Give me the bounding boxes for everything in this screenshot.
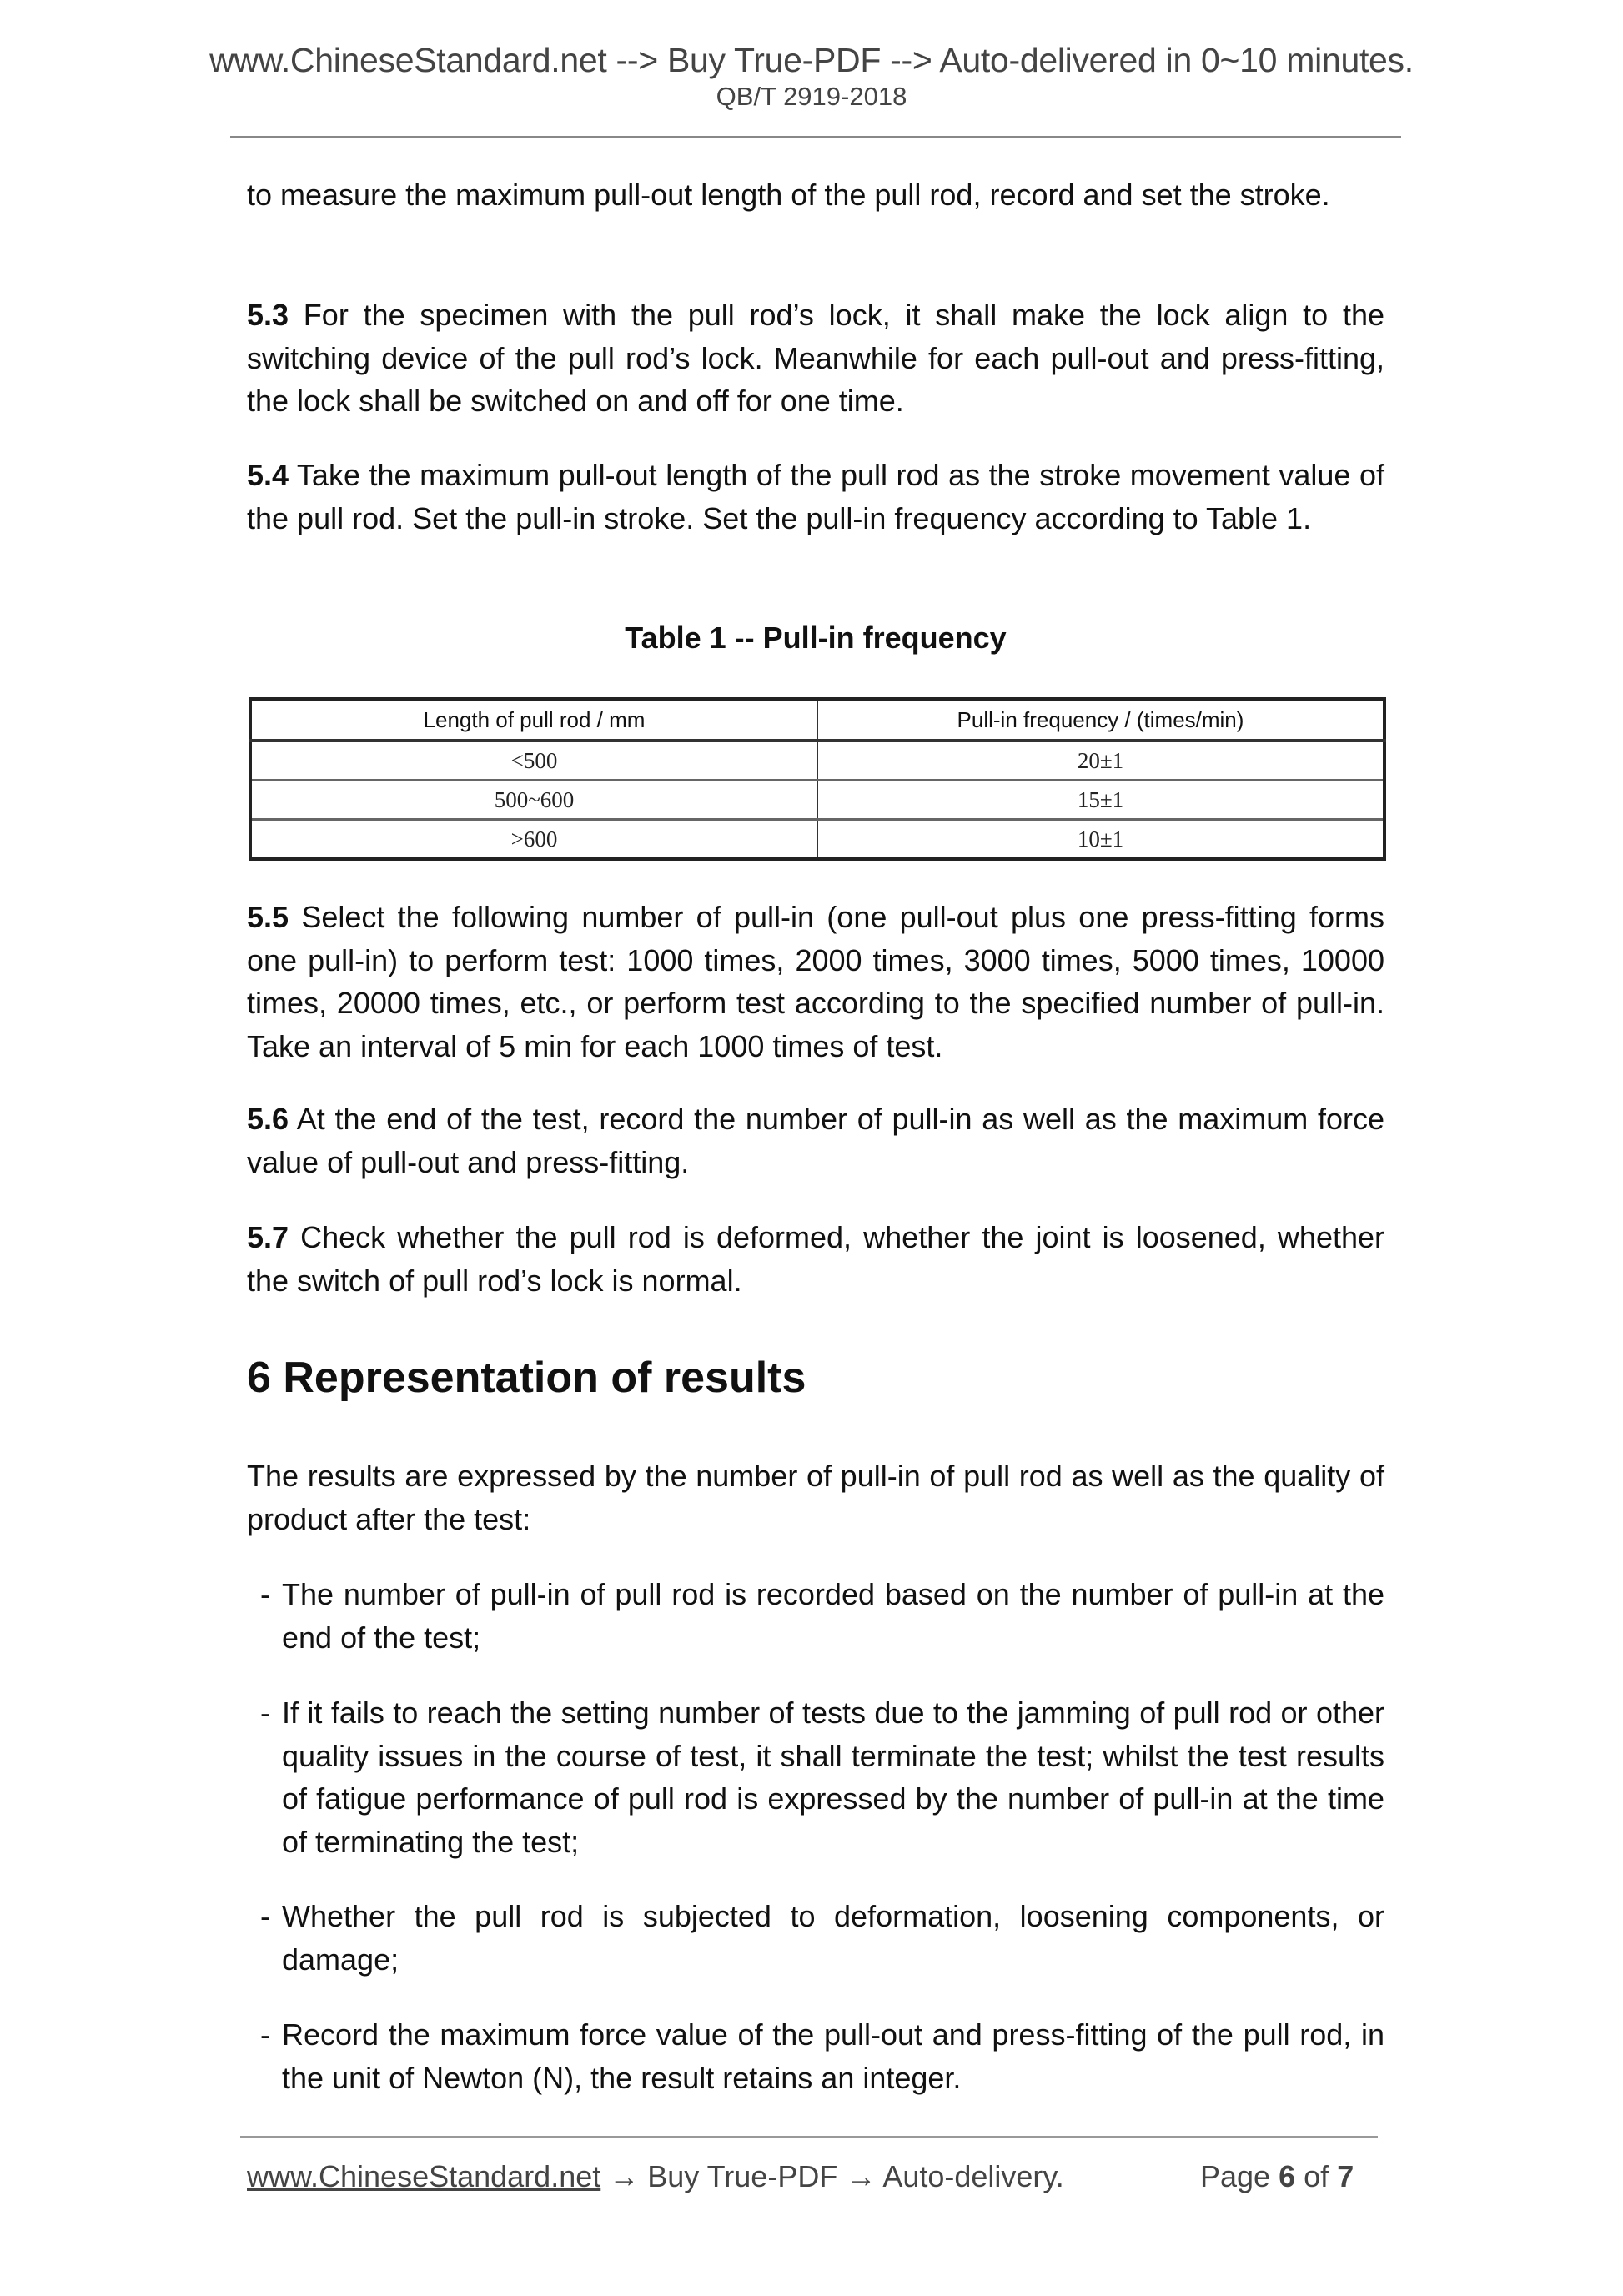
table-cell: 10±1	[1077, 826, 1124, 852]
bullet-marker: -	[260, 1899, 270, 1933]
table-cell: 20±1	[817, 741, 1384, 781]
clause-number: 5.3	[247, 298, 289, 332]
header-divider	[230, 136, 1401, 138]
clause-5-3	[247, 294, 1384, 423]
clause-5-5	[247, 896, 1384, 1068]
clause-5-4	[247, 454, 1384, 540]
clause-5-6	[247, 1098, 1384, 1183]
clause-5-7	[247, 1216, 1384, 1302]
continued-paragraph: to measure the maximum pull-out length of the pull rod, record and set the stroke.	[247, 178, 1330, 212]
clause-text: At the end of the test, record the number of pull-in as well as the maximum force value of pull-out and press-fitting.	[247, 1102, 1384, 1179]
list-item	[260, 1895, 1384, 1981]
pull-in-frequency-table	[249, 697, 1386, 861]
list-item	[260, 2013, 1384, 2099]
clause-text: Select the following number of pull-in (one pull-out plus one press-fitting forms one pull-in) to perform test: 1000 times, 2000 times, 3000 times, 5000 times, 10000 times, 20000 times, etc., or perform test according to the specified number of pull-in. Take an interval of 5 min for each 1000 times of test.	[247, 900, 1384, 1063]
footer-tagline: → Buy True-PDF → Auto-delivery.	[600, 2159, 1064, 2193]
page-total: 7	[1337, 2159, 1354, 2193]
table-cell: 15±1	[817, 781, 1384, 820]
table-header-row	[250, 699, 1384, 741]
page-of: of	[1304, 2159, 1329, 2193]
page-label: Page	[1200, 2159, 1271, 2193]
website-link[interactable]: www.ChineseStandard.net	[247, 2159, 601, 2193]
clause-number: 5.7	[247, 1220, 289, 1254]
clause-number: 5.6	[247, 1102, 289, 1136]
list-item-text: Record the maximum force value of the pull-out and press-fitting of the pull rod, in the unit of Newton (N), the result retains an integer.	[282, 2017, 1384, 2095]
clause-number: 5.4	[247, 458, 289, 492]
column-header: Length of pull rod / mm	[250, 699, 817, 741]
list-item-text: The number of pull-in of pull rod is recorded based on the number of pull-in at the end of the test;	[282, 1577, 1384, 1655]
page-header-banner: www.ChineseStandard.net --> Buy True-PDF --> Auto-delivered in 0~10 minutes.	[209, 41, 1414, 79]
footer-divider	[240, 2136, 1378, 2138]
table-row	[250, 741, 1384, 781]
bullet-marker: -	[260, 1577, 270, 1611]
page-current: 6	[1279, 2159, 1296, 2193]
bullet-marker: -	[260, 2017, 270, 2052]
page-number	[1200, 2159, 1354, 2193]
document-code: QB/T 2919-2018	[716, 82, 907, 111]
list-item	[260, 1691, 1384, 1863]
clause-text: For the specimen with the pull rod’s lock, it shall make the lock align to the switching device of the pull rod’s lock. Meanwhile for each pull-out and press-fitting, the lock shall be switched on and off for one time.	[247, 298, 1384, 418]
section-heading: 6 Representation of results	[247, 1354, 806, 1402]
clause-text: Take the maximum pull-out length of the pull rod as the stroke movement value of the pull rod. Set the pull-in stroke. Set the pull-in frequency according to Table 1.	[247, 458, 1384, 535]
list-item-text: If it fails to reach the setting number of tests due to the jamming of pull rod or other quality issues in the course of test, it shall terminate the test; whilst the test results of fatigue performance of pull rod is expressed by the number of pull-in at the time of terminating the test;	[282, 1696, 1384, 1859]
section-intro: The results are expressed by the number of pull-in of pull rod as well as the quality of product after the test:	[247, 1459, 1384, 1536]
clause-text: Check whether the pull rod is deformed, whether the joint is loosened, whether the switch of pull rod’s lock is normal.	[247, 1220, 1384, 1298]
bullet-marker: -	[260, 1696, 270, 1730]
table-row	[250, 781, 1384, 820]
footer-left	[247, 2159, 1064, 2193]
table-row	[250, 820, 1384, 860]
table-cell: >600	[250, 820, 817, 860]
list-item	[260, 1573, 1384, 1659]
clause-number: 5.5	[247, 900, 289, 934]
list-item-text: Whether the pull rod is subjected to deformation, loosening components, or damage;	[282, 1899, 1384, 1977]
table-cell: 500~600	[250, 781, 817, 820]
table-caption: Table 1 -- Pull-in frequency	[625, 620, 1007, 655]
column-header: Pull-in frequency / (times/min)	[817, 699, 1384, 741]
table-cell: <500	[250, 741, 817, 781]
